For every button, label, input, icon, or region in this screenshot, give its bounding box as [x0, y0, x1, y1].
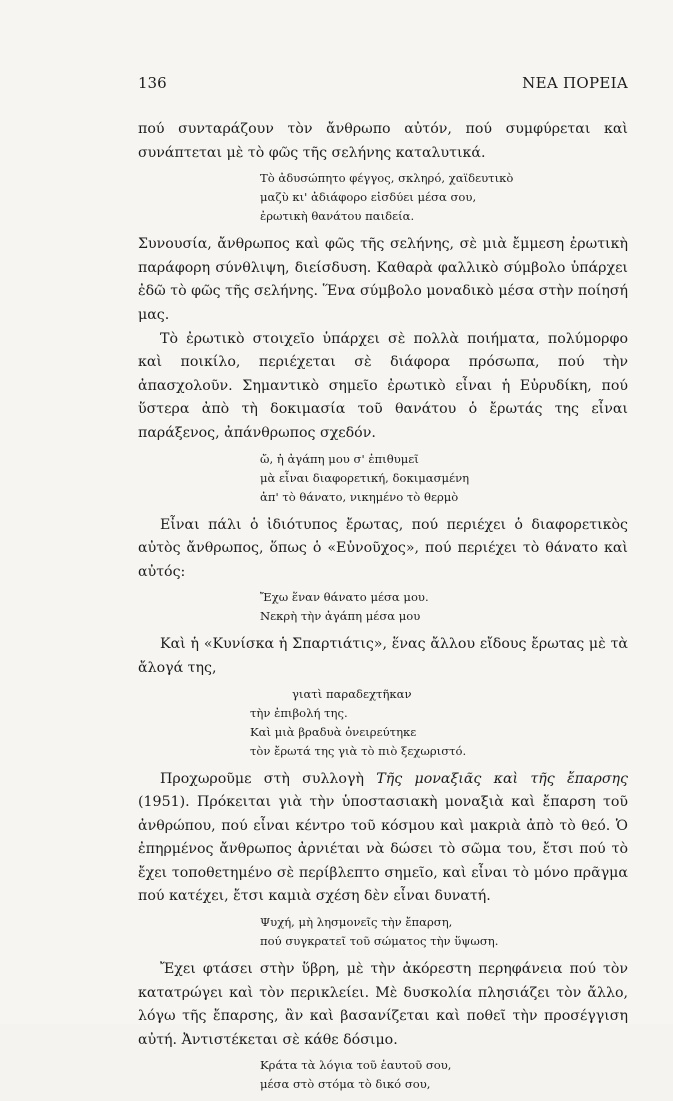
- poem-line: Κράτα τὰ λόγια τοῦ ἑαυτοῦ σου,: [260, 1058, 452, 1073]
- paragraph: [138, 768, 628, 910]
- body-text: [138, 118, 628, 1101]
- poem-line: πού συγκρατεῖ τοῦ σώματος τὴν ὕψωση.: [260, 934, 499, 949]
- poem-line: μὰ εἶναι διαφορετική, δοκιμασμένη: [260, 470, 470, 485]
- collection-title: Τῆς μοναξιᾶς καὶ τῆς ἔπαρσης: [376, 770, 628, 787]
- paragraph-text: (1951). Πρόκειται γιὰ τὴν ὑποστασιακὴ μοναξιὰ καὶ ἔπαρση τοῦ ἀνθρώπου, πού εἶναι κέντρο τοῦ κόσμου καὶ μακριὰ ἀπὸ τὸ θεό. Ὁ ἐπηρμένος ἄνθρωπος ἀρνιέται νὰ δώσει τὸ σῶμα του, ἔτσι πού τὸ ἔχει τοποθετημένο σὲ περίβλεπτο σημεῖο, καὶ εἶναι τὸ μόνο πρᾶγμα πού κατέχει, ἔτσι καμιὰ σχέση δὲν εἶναι δυνατή.: [138, 794, 628, 905]
- poem-line: τὸν ἔρωτά της γιὰ τὸ πιὸ ξεχωριστό.: [250, 743, 467, 758]
- poem-quote: [260, 588, 628, 626]
- page-number: 136: [138, 74, 167, 92]
- poem-quote: [260, 450, 628, 507]
- poem-quote: [260, 1056, 628, 1094]
- paragraph: Εἶναι πάλι ὁ ἰδιότυπος ἔρωτας, πού περιέχει ὁ διαφορετικὸς αὐτὸς ἄνθρωπος, ὅπως ὁ «Εὐνοῦχος», πού περιέχει τὸ θάνατο καὶ αὐτός:: [138, 516, 628, 580]
- poem-quote: [260, 169, 628, 226]
- paragraph-text: Προχωροῦμε στὴ συλλογὴ: [160, 770, 377, 787]
- poem-line: Τὸ ἀδυσώπητο φέγγος, σκληρό, χαϊδευτικὸ: [260, 171, 514, 186]
- poem-line: μέσα στὸ στόμα τὸ δικό σου,: [260, 1077, 431, 1092]
- poem-line: ὤ, ἡ ἀγάπη μου σ' ἐπιθυμεῖ: [260, 451, 419, 466]
- poem-quote: [250, 685, 628, 761]
- paragraph: πού συνταράζουν τὸν ἄνθρωπο αὐτόν, πού συμφύρεται καὶ συνάπτεται μὲ τὸ φῶς τῆς σελήνης καταλυτικά.: [138, 121, 628, 161]
- poem-line: Καὶ μιὰ βραδυὰ ὀνειρεύτηκε: [250, 724, 417, 739]
- page-header: [138, 74, 628, 96]
- poem-line: τὴν ἐπιβολή της.: [250, 705, 348, 720]
- poem-line: γιατὶ παραδεχτῆκαν: [292, 686, 412, 701]
- poem-line: Νεκρὴ τὴν ἀγάπη μέσα μου: [260, 609, 421, 624]
- running-title: ΝΕΑ ΠΟΡΕΙΑ: [522, 74, 628, 92]
- poem-quote: [260, 913, 628, 951]
- poem-line: ἀπ' τὸ θάνατο, νικημένο τὸ θερμὸ: [260, 489, 459, 504]
- poem-line: Ἔχω ἕναν θάνατο μέσα μου.: [260, 590, 429, 605]
- poem-line: ἐρωτικὴ θανάτου παιδεία.: [260, 209, 415, 224]
- paragraph: Καὶ ἡ «Κυνίσκα ἡ Σπαρτιάτις», ἕνας ἄλλου εἴδους ἔρωτας μὲ τὰ ἄλογά της,: [138, 636, 628, 676]
- paragraph: Συνουσία, ἄνθρωπος καὶ φῶς τῆς σελήνης, σὲ μιὰ ἔμμεση ἐρωτικὴ παράφορη σύνθλιψη, διείσδυση. Καθαρὰ φαλλικὸ σύμβολο ὑπάρχει ἐδῶ τὸ φῶς τῆς σελήνης. Ἕνα σύμβολο μοναδικὸ μέσα στὴν ποίησή μας.: [138, 236, 628, 323]
- paragraph: Ἔχει φτάσει στὴν ὕβρη, μὲ τὴν ἀκόρεστη περηφάνεια πού τὸν κατατρώγει καὶ τὸν περικλείει. Μὲ δυσκολία πλησιάζει τὸν ἄλλο, λόγω τῆς ἔπαρσης, ἂν καὶ βασανίζεται καὶ ποθεῖ τὴν προσέγγιση αὐτή. Ἀντιστέκεται σὲ κάθε δόσιμο.: [138, 961, 628, 1048]
- paragraph: Τὸ ἐρωτικὸ στοιχεῖο ὑπάρχει σὲ πολλὰ ποιήματα, πολύμορφο καὶ ποικίλο, περιέχεται σὲ διάφορα πρόσωπα, πού τὴν ἀπασχολοῦν. Σημαντικὸ σημεῖο ἐρωτικὸ εἶναι ἡ Εὐρυδίκη, πού ὕστερα ἀπὸ τὴ δοκιμασία τοῦ θανάτου ὁ ἔρωτάς της εἶναι παράξενος, ἀπάνθρωπος σχεδόν.: [138, 330, 628, 441]
- poem-line: μαζὺ κι' ἀδιάφορο εἰσδύει μέσα σου,: [260, 190, 477, 205]
- poem-line: Ψυχή, μὴ λησμονεῖς τὴν ἔπαρση,: [260, 915, 453, 930]
